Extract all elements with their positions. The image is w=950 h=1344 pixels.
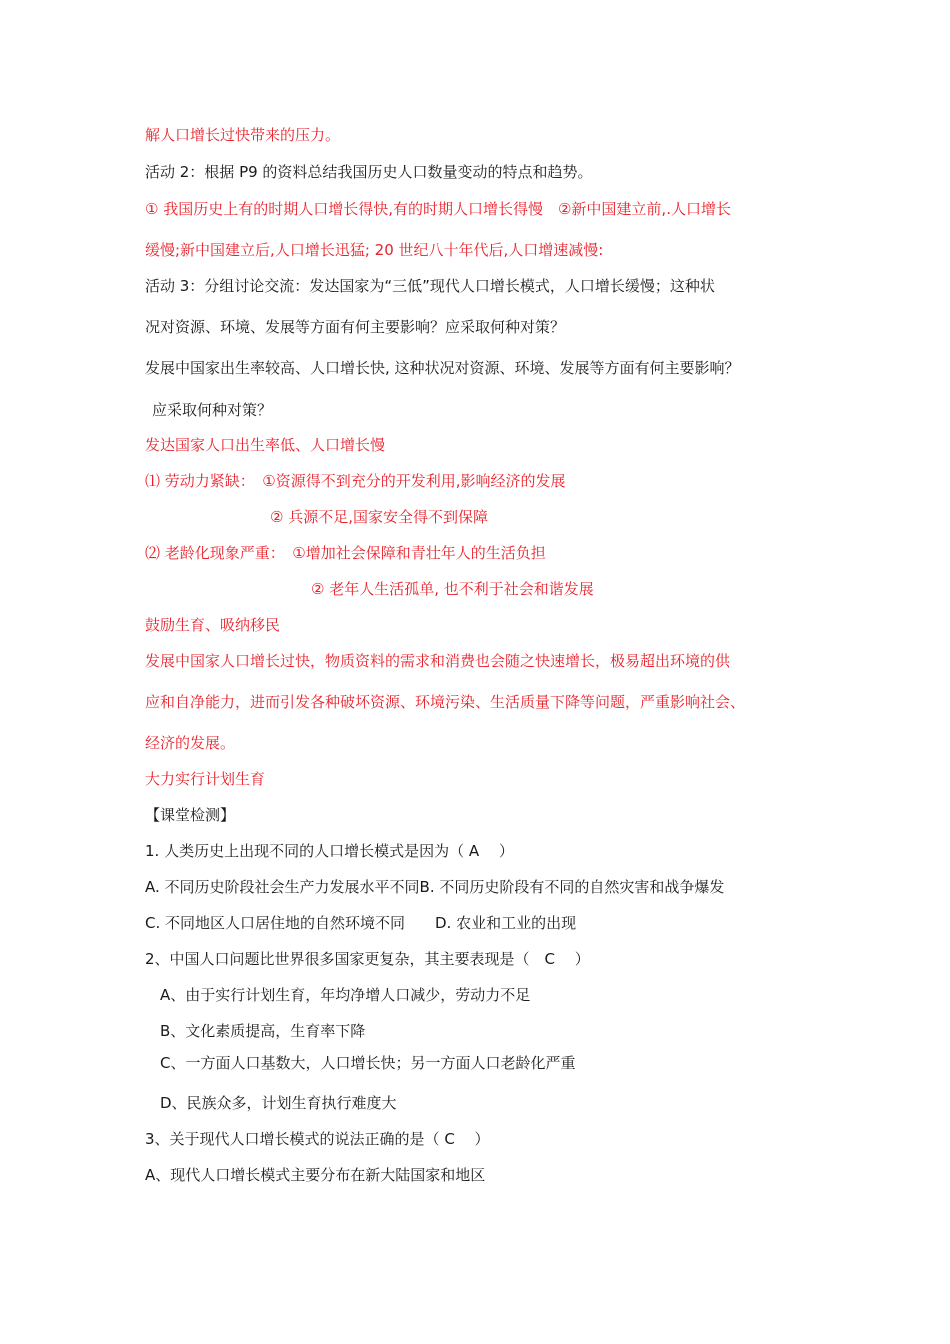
question-line: 况对资源、环境、发展等方面有何主要影响？应采取何种对策？ bbox=[145, 318, 566, 336]
answer-line: ① 我国历史上有的时期人口增长得快,有的时期人口增长得慢 ②新中国建立前,.人口增长 bbox=[145, 200, 731, 218]
text-line-1: 解人口增长过快带来的压力。 bbox=[145, 126, 341, 144]
answer-line: ② 老年人生活孤单, 也不利于社会和谐发展 bbox=[311, 580, 594, 598]
option-line: C、一方面人口基数大，人口增长快；另一方面人口老龄化严重 bbox=[160, 1054, 576, 1072]
section-heading: 【课堂检测】 bbox=[145, 806, 236, 824]
question-2: 2、中国人口问题比世界很多国家更复杂，其主要表现是（ C ） bbox=[145, 950, 590, 968]
answer-line: 经济的发展。 bbox=[145, 734, 236, 752]
answer-line: 缓慢;新中国建立后,人口增长迅猛; 20 世纪八十年代后,人口增速减慢: bbox=[145, 241, 604, 259]
answer-line: ② 兵源不足,国家安全得不到保障 bbox=[270, 508, 488, 526]
activity-3-heading: 活动 3：分组讨论交流：发达国家为“三低”现代人口增长模式，人口增长缓慢；这种状 bbox=[145, 277, 715, 295]
answer-heading: 发达国家人口出生率低、人口增长慢 bbox=[145, 436, 386, 454]
question-line: 发展中国家出生率较高、人口增长快, 这种状况对资源、环境、发展等方面有何主要影响？ bbox=[145, 359, 740, 377]
answer-line: 鼓励生育、吸纳移民 bbox=[145, 616, 281, 634]
answer-line: 发展中国家人口增长过快，物质资料的需求和消费也会随之快速增长，极易超出环境的供 bbox=[145, 652, 731, 670]
question-3: 3、关于现代人口增长模式的说法正确的是（ C ） bbox=[145, 1130, 490, 1148]
answer-line: ⑵ 老龄化现象严重： ①增加社会保障和青壮年人的生活负担 bbox=[145, 544, 546, 562]
option-line: A、现代人口增长模式主要分布在新大陆国家和地区 bbox=[145, 1166, 486, 1184]
option-line: B、文化素质提高，生育率下降 bbox=[160, 1022, 366, 1040]
question-1: 1. 人类历史上出现不同的人口增长模式是因为（ A ） bbox=[145, 842, 514, 860]
answer-line: ⑴ 劳动力紧缺： ①资源得不到充分的开发利用,影响经济的发展 bbox=[145, 472, 566, 490]
answer-line: 应和自净能力，进而引发各种破坏资源、环境污染、生活质量下降等问题，严重影响社会、 bbox=[145, 693, 746, 711]
question-line: 应采取何种对策？ bbox=[152, 401, 273, 419]
activity-2-heading: 活动 2：根据 P9 的资料总结我国历史人口数量变动的特点和趋势。 bbox=[145, 163, 593, 181]
option-line: C. 不同地区人口居住地的自然环境不同 D. 农业和工业的出现 bbox=[145, 914, 577, 932]
answer-line: 大力实行计划生育 bbox=[145, 770, 266, 788]
option-line: A、由于实行计划生育，年均净增人口减少，劳动力不足 bbox=[160, 986, 531, 1004]
option-line: A. 不同历史阶段社会生产力发展水平不同B. 不同历史阶段有不同的自然灾害和战争爆发 bbox=[145, 878, 725, 896]
option-line: D、民族众多，计划生育执行难度大 bbox=[160, 1094, 397, 1112]
